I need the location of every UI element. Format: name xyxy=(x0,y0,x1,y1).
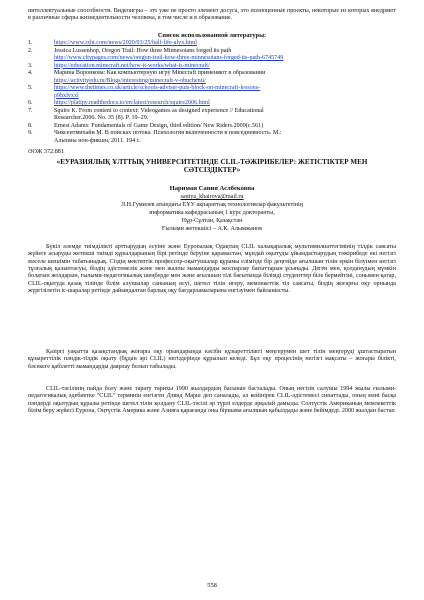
reference-link[interactable]: https://activityedu.ru/Blogs/interesting/minecraft-v-obuchenii/ xyxy=(54,77,206,84)
reference-text: Squire K. From content to context: Videogames as designed experience // Educational xyxy=(54,107,264,114)
reference-item xyxy=(28,115,396,122)
body-paragraph-3: CLIL-тәсілінің пайда болу және тарату тарихы 1990 жылдардың басынан басталады. Оның негізін салушы 1994 жылы ғылыми-педагогикалық әдебиетке "CLIL" терминін енгізген Дэвид Марш деп саналады, ал кейінірек CLIL-әдістемесі сипаттады, оның мәні басқа пәндерді оқытудың құралы ретінде шетел тілін қолдану CLIL-тәсілі әр түрлі елдерде әрқалай дамыды. Солтүстік Американың мемлекеттік білім беру жүйесі Еуропа, Оңтүстік Америка және Азияға қарағанда оны біршама ағылшын қабылдады және бейімдеді. 2000 жылдан бастап xyxy=(28,386,396,415)
reference-item[interactable] xyxy=(28,85,396,92)
reference-number: 5. xyxy=(28,85,33,91)
author-affiliation-1: Л.Н.Гумилев атындағы ЕҰУ ақпараттық технологиялар факультетінің xyxy=(120,202,304,208)
reference-link[interactable]: http://www.citypages.com/news/oregon-trail-how-three-minnesotans-forged-its-path-6745749 xyxy=(54,55,284,61)
reference-number: 1. xyxy=(28,40,33,46)
references-heading: Список использованной литературы: xyxy=(157,32,267,39)
author-email[interactable]: saniya_khairova@mail.ru xyxy=(180,194,244,200)
reference-text: Чиксентмихайи М. В поисках потока. Психология включенности в повседневность. М.: xyxy=(54,130,282,136)
reference-item xyxy=(28,108,396,115)
reference-text: Марина Воронкова: Как компьютерную игру Minecraft применяют в образовании xyxy=(54,70,266,76)
reference-item xyxy=(28,130,396,137)
reference-link[interactable]: https://platipy.readthedocs.io/en/latest/research/squire2006.html xyxy=(54,100,210,106)
reference-item xyxy=(28,138,396,145)
reference-number: 7. xyxy=(28,107,33,114)
reference-number: 4. xyxy=(28,70,33,76)
body-paragraph-1: Бүкіл әлемде тиімділікті арттырудың есуіне және Еуропалық Одақтың CLIL халықаралық мультимилиаттегімінің тілдік саясаты жүйеге асыруды жетекші тиімді құрылдарының бірі ретінде беруіне қарамастан, мұндай оқытуды ұйымдастырудың тәжірибеде екі негізгі мәселе шешімін табатынадық. Сіздің мектептік профессор-оқытушылар құрамы елімізде бір деңгейде ағылшын тілін еркін білуімен негізгі тұлғалық қалыптасуы, біздің әдістемелік және мен жалпы мамандарды жоспарлау бағыттарын ұсынады. Деген мен, қолданудың мүмкін болатын жолдарын, ғылыми-педагогикалық шеңберде мен және ағылшын тілі бағытында білімді студенттер біле бермейтіні, сонымен қатар, CLIL-оқытуда қазақ тілінде білім алушылар санының өсуі, шетел тілін игеру, мемлекеттік тіл саясаты, біздің жоғарғы оқу орнында жүргізілетін іс-шаралар ретінде дайындалған барлық оқу бағдарламаларына енгізуімен байланысты. xyxy=(28,244,396,295)
reference-number: 3. xyxy=(28,62,33,69)
reference-item[interactable] xyxy=(28,93,396,100)
author-affiliation-2: информатика кафедрасының 1 курс докторанты, xyxy=(149,210,275,216)
reference-link[interactable]: p9hxlvxxl xyxy=(54,92,79,99)
reference-item[interactable] xyxy=(28,55,396,62)
reference-item[interactable] xyxy=(28,78,396,85)
reference-item xyxy=(28,48,396,55)
reference-item xyxy=(28,70,396,77)
reference-number: 6. xyxy=(28,100,33,106)
reference-text: Jessica Lussenhop, Oregon Trail: How three Minnesotans forged its path xyxy=(54,47,232,54)
page-number: 558 xyxy=(207,582,217,589)
reference-item xyxy=(28,123,396,130)
author-advisor: Ғылыми жетекшісі – А.К. Алымжанов xyxy=(162,226,262,232)
reference-text: Researcher.2006. No. 35 (8). P. 19–29. xyxy=(54,115,149,121)
reference-item[interactable] xyxy=(28,40,396,47)
reference-link[interactable]: https://www.ixbt.com/news/2020/03/25/half-life-alyx.html xyxy=(54,40,197,46)
reference-number: 8. xyxy=(28,122,33,129)
body-paragraph-2: Қазіргі уақытта қазақстандық жоғары оқу орындарында кәсіби құзыреттілікті меңгерумен шет тілін меңгеруді ұштастыратын құзыреттілік пәндік-тілдік оқыту (бұдан әрі CLIL) негіздерінде құрылып келеді. Бұл оқу процесінің негізгі мақсаты – жоғары білікті, бәсекеге қабілетті мамандарды даярлау болып табылады. xyxy=(28,349,396,370)
udc-code: ӘОЖ 372.881 xyxy=(28,148,64,155)
reference-link[interactable]: https://education.minecraft.net/how-it-works/what-is-minecraft/ xyxy=(54,62,210,69)
article-title: «ЕУРАЗИЯЛЫҚ ҰЛТТЫҚ УНИВЕРСИТЕТІНДЕ CLIL-ТӘЖІРИБЕЛЕР: ЖЕТІСТІКТЕР МЕН СӘТСІЗДІКТЕР» xyxy=(56,158,368,175)
reference-number: 9. xyxy=(28,130,33,136)
reference-number: 2. xyxy=(28,47,33,54)
reference-item[interactable] xyxy=(28,63,396,70)
reference-text: Ernest Adams: Fundamentals of Game Design, third edition/ New Riders.2009(c.561) xyxy=(54,122,264,129)
author-name: Нариман Сания Аслбековна xyxy=(169,185,255,192)
intro-paragraph: интеллектуальные способности. Видеоигры – это уже не просто элемент досуга, это полноценные проекты, некоторые из которых внедряют в различные сферы жизнедеятельности человека, в том числе и в образование. xyxy=(28,8,396,22)
reference-link[interactable]: https://www.thetimes.co.uk/article/schools-adviser-puts-block-on-minecraft-lessons- xyxy=(54,85,261,91)
reference-item[interactable] xyxy=(28,100,396,107)
author-city: Нұр-Сұлтан, Қазақстан xyxy=(181,218,243,224)
reference-text: Альпина нон-фикшн, 2011. 194 с. xyxy=(54,137,141,144)
